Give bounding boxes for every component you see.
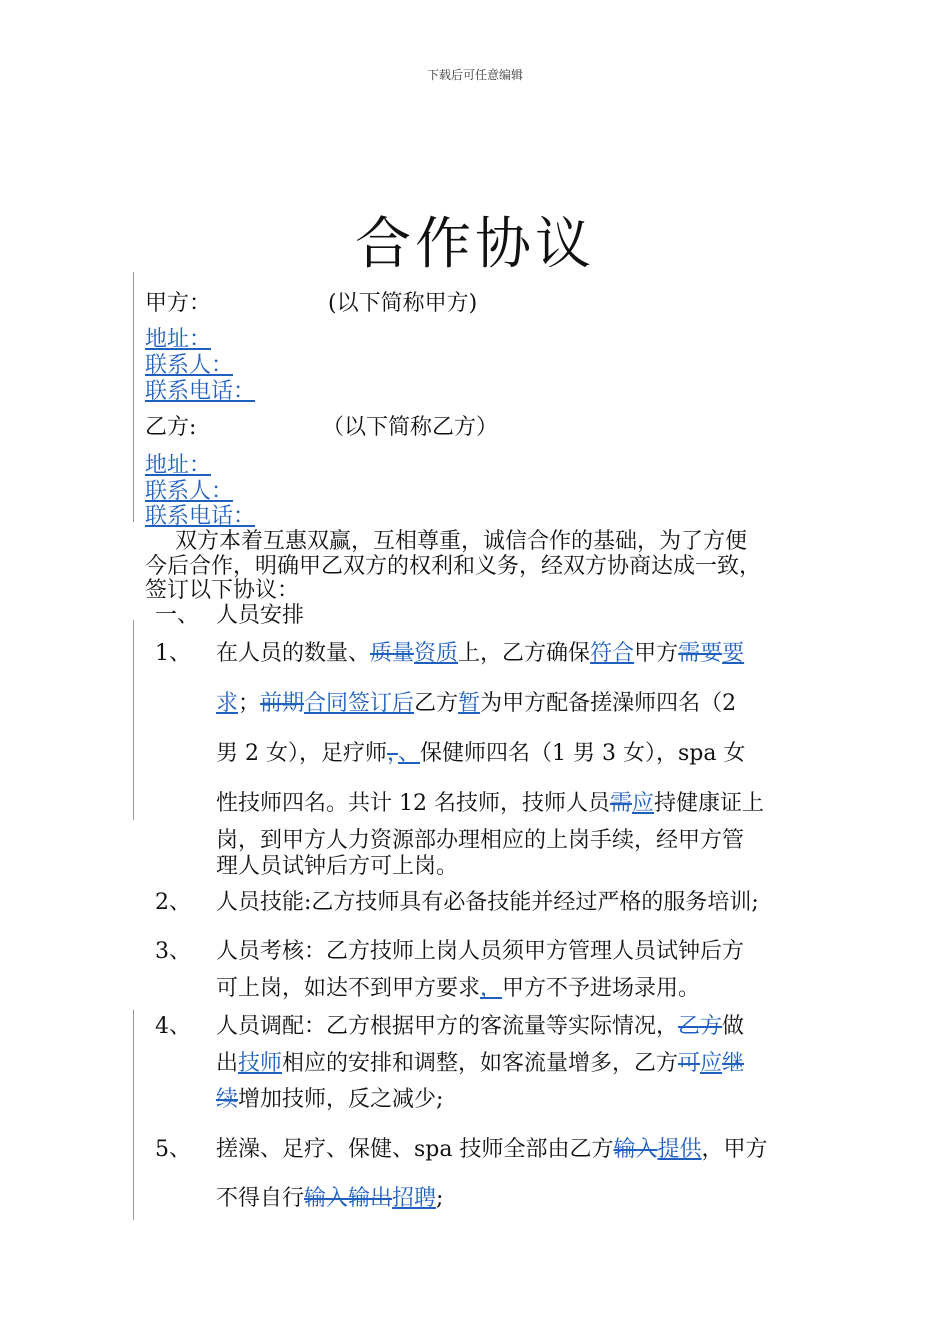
item1-line3: 男 2 女），足疗师，、保健师四名（1 男 3 女），spa 女	[216, 741, 746, 766]
item4-line2: 出技师相应的安排和调整，如客流量增多，乙方可应继	[216, 1051, 745, 1076]
party-a-contact: 联系人：	[145, 353, 234, 378]
party-a-alias: (以下简称甲方)	[328, 291, 478, 316]
change-bar	[133, 1010, 134, 1220]
intro-line: 双方本着互惠双赢，互相尊重，诚信合作的基础，为了方便	[175, 529, 748, 554]
document-title: 合作协议	[355, 212, 595, 277]
intro-line: 签订以下协议：	[145, 578, 300, 603]
item2-line1: 人员技能:乙方技师具有必备技能并经过严格的服务培训;	[216, 890, 759, 915]
section-number: 一、	[155, 603, 200, 628]
item-number: 3、	[155, 939, 191, 964]
item1-line6: 理人员试钟后方可上岗。	[216, 854, 459, 879]
party-b-label: 乙方:	[145, 415, 197, 440]
party-b-address: 地址：	[145, 453, 212, 478]
item1-line2: 求；前期合同签订后乙方暂为甲方配备搓澡师四名（2	[216, 691, 737, 716]
item-number: 1、	[155, 641, 191, 666]
party-a-label: 甲方：	[145, 291, 212, 316]
item1-line4: 性技师四名。共计 12 名技师，技师人员需应持健康证上	[216, 791, 765, 816]
party-b-alias: （以下简称乙方）	[322, 415, 499, 440]
item5-line2: 不得自行输入输出招聘;	[216, 1186, 444, 1211]
party-b-phone: 联系电话：	[145, 504, 256, 529]
item1-line5: 岗，到甲方人力资源部办理相应的上岗手续，经甲方管	[216, 828, 745, 853]
item-number: 2、	[155, 890, 191, 915]
item-number: 5、	[155, 1137, 191, 1162]
item4-line3: 续增加技师，反之减少;	[216, 1087, 444, 1112]
item-number: 4、	[155, 1014, 191, 1039]
change-bar	[133, 272, 134, 522]
item3-line2: 可上岗，如达不到甲方要求，甲方不予进场录用。	[216, 976, 701, 1001]
party-a-address: 地址：	[145, 327, 212, 352]
page-header: 下载后可任意编辑	[426, 68, 523, 82]
item5-line1: 搓澡、足疗、保健、spa 技师全部由乙方输入提供，甲方	[216, 1137, 768, 1162]
item4-line1: 人员调配：乙方根据甲方的客流量等实际情况，乙方做	[216, 1014, 745, 1039]
section-title: 人员安排	[216, 603, 305, 628]
party-a-phone: 联系电话：	[145, 379, 256, 404]
change-bar	[133, 620, 134, 820]
item1-line1: 在人员的数量、质量资质上，乙方确保符合甲方需要要	[216, 641, 745, 666]
party-b-contact: 联系人：	[145, 479, 234, 504]
intro-line: 今后合作，明确甲乙双方的权利和义务，经双方协商达成一致，	[145, 554, 762, 579]
item3-line1: 人员考核：乙方技师上岗人员须甲方管理人员试钟后方	[216, 939, 745, 964]
